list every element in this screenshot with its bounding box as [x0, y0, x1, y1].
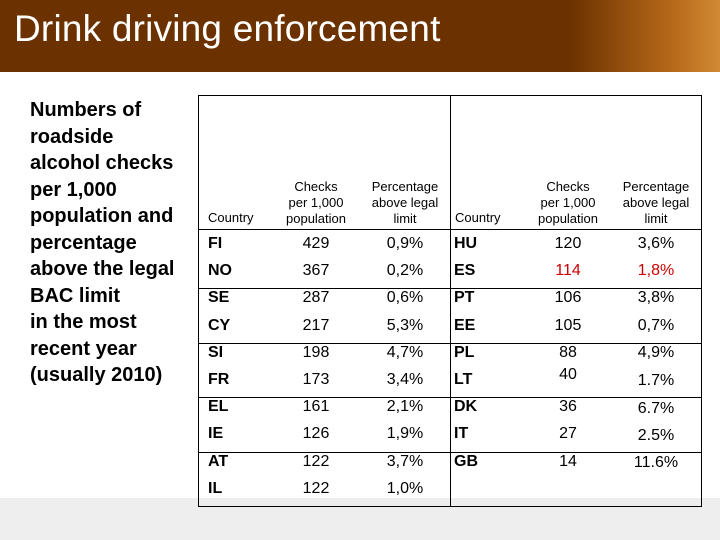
table-border-top — [198, 95, 702, 96]
title-bar-accent — [570, 0, 720, 72]
header-percent-left: Percentage above legal limit — [371, 179, 439, 226]
left-percent-cell: 3,7% — [386, 452, 424, 470]
title-bar — [0, 0, 720, 72]
left-checks-cell: 198 — [302, 343, 330, 361]
right-percent-cell: 1.7% — [637, 372, 675, 389]
left-country-cell: NO — [208, 262, 232, 280]
left-country-cell: CY — [208, 316, 231, 334]
left-percent-cell: 1,9% — [386, 425, 424, 443]
right-checks-cell: 114 — [555, 262, 581, 280]
left-country-cell: IL — [208, 479, 223, 497]
description-line: alcohol checks — [30, 152, 174, 174]
right-checks-cell: 36 — [559, 398, 577, 416]
description-line: per 1,000 — [30, 178, 117, 201]
header-checks-right: Checks per 1,000 population — [538, 179, 598, 226]
right-country-cell: ES — [454, 262, 476, 280]
left-checks-cell: 161 — [302, 398, 330, 416]
header-country-right: Country — [455, 210, 501, 225]
left-percent-cell: 0,9% — [386, 235, 424, 252]
left-checks-cell: 429 — [302, 235, 330, 252]
left-country-cell: IE — [208, 425, 224, 443]
description-line: Numbers of — [30, 99, 142, 121]
right-checks-cell: 40 — [559, 366, 577, 383]
description-line: recent year — [30, 337, 137, 360]
left-country-cell: EL — [208, 398, 229, 416]
table-description — [30, 97, 195, 389]
left-percent-cell: 0,6% — [386, 289, 424, 307]
description-line: roadside — [30, 125, 114, 148]
left-checks-cell: 217 — [302, 316, 330, 334]
left-percent-cell: 1,0% — [386, 479, 424, 497]
left-percent-cell: 2,1% — [386, 398, 424, 416]
left-checks-cell: 122 — [302, 452, 330, 470]
left-checks-cell: 367 — [302, 262, 330, 280]
right-percent-cell: 11.6% — [633, 453, 679, 471]
header-percent-right: Percentage above legal limit — [622, 179, 690, 226]
row-separator — [198, 397, 702, 398]
table-border-left — [198, 95, 199, 507]
right-percent-cell: 1,8% — [637, 262, 675, 280]
header-checks-left: Checks per 1,000 population — [286, 179, 346, 226]
left-percent-cell: 3,4% — [386, 371, 424, 388]
right-country-cell: EE — [454, 316, 476, 334]
enforcement-table — [198, 95, 702, 507]
page-title: Drink driving enforcement — [14, 8, 441, 49]
header-country-left: Country — [208, 210, 254, 225]
right-country-cell: DK — [454, 398, 478, 416]
description-line: (usually 2010) — [30, 364, 163, 386]
right-percent-cell: 4,9% — [637, 343, 675, 361]
left-percent-cell: 5,3% — [386, 316, 424, 334]
left-checks-cell: 287 — [302, 289, 330, 307]
right-country-cell: LT — [454, 371, 473, 388]
description-line: BAC limit — [30, 284, 120, 307]
right-percent-cell: 3,6% — [637, 235, 675, 252]
right-checks-cell: 105 — [554, 316, 582, 334]
right-checks-cell: 14 — [559, 452, 577, 470]
left-percent-cell: 0,2% — [386, 262, 424, 280]
left-percent-cell: 4,7% — [386, 343, 424, 361]
left-country-cell: SI — [208, 343, 224, 361]
table-border-right — [701, 95, 702, 507]
left-checks-cell: 173 — [302, 371, 330, 388]
left-country-cell: FI — [208, 235, 223, 252]
right-country-cell: PT — [454, 289, 475, 307]
description-line: above the legal — [30, 258, 175, 280]
right-checks-cell: 120 — [554, 235, 582, 252]
right-percent-cell: 2.5% — [637, 427, 675, 445]
right-country-cell: HU — [454, 235, 478, 252]
right-checks-cell: 106 — [554, 289, 582, 307]
table-divider-middle — [450, 95, 451, 507]
description-line: in the most — [30, 311, 137, 333]
left-checks-cell: 122 — [302, 479, 330, 497]
left-country-cell: FR — [208, 371, 230, 388]
right-checks-cell: 88 — [559, 343, 577, 361]
left-checks-cell: 126 — [302, 425, 330, 443]
right-country-cell: PL — [454, 343, 475, 361]
right-percent-cell: 0,7% — [637, 316, 675, 334]
description-line: percentage — [30, 231, 137, 254]
description-line: population and — [30, 205, 174, 227]
table-border-bottom — [198, 506, 702, 507]
right-country-cell: GB — [454, 452, 478, 470]
right-country-cell: IT — [454, 425, 469, 443]
left-country-cell: AT — [208, 452, 229, 470]
right-percent-cell: 3,8% — [637, 289, 675, 307]
header-separator — [198, 229, 702, 230]
left-country-cell: SE — [208, 289, 230, 307]
right-percent-cell: 6.7% — [637, 400, 675, 418]
right-checks-cell: 27 — [559, 425, 577, 443]
